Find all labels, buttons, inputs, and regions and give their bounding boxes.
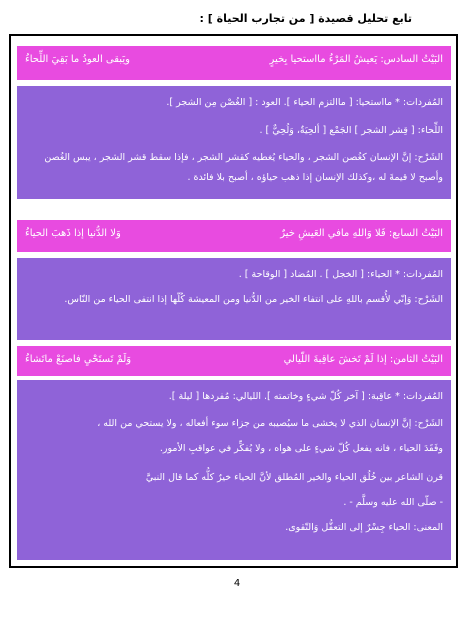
verse-8-meaning-2: وفَقَدَ الحياء ، فانه يفعل كُلّ شيءٍ على هواه ، ولا يُفكِّر في عواقبِ الأمور. [159,443,443,454]
verse-8-summary: المعنى: الحياء جِسْرٌ إلى التعقُّل وَالتّقوى. [285,522,443,533]
verse-7-vocab: المُفردات: * الحياء: [ الخجل ] . المُضاد [ الوقاحة ] . [238,269,443,280]
verse-6-vocab: المُفردات: * مااستحيا: [ ماالتزم الحياء ]. العود : [ الغُصْن مِن الشجر ]. [166,97,443,108]
verse-6-second-hemistich: ويَبقى العودُ ما بَقِيَ اللِّحاءُ [25,54,130,65]
verse-8-meaning-3: قرن الشاعر بين خُلُق الحياء والخير المُطلق لأنَّ الحياء خيرٌ كلُّه كما قال النبيَّ [145,472,443,483]
verse-7-second-hemistich: وَلا الدُّنيا إذا ذَهبَ الحياءُ [25,228,121,239]
verse-8-meaning: الشَرْح: إنَّ الإنسان الذي لا يخشى ما سيُصيبه من جزاء سوء أفعاله ، ولا يستحي من الله ، [97,418,443,429]
verse-6-explanation [17,86,451,199]
verse-7-meaning: الشَرْح: وَإنّي لأُقسم باللهِ على انتفاء الخير من الدُّنيا ومن المعيشة كُلّها إذا انتفى الحياء من النّاس. [64,294,443,305]
verse-6-vocab-2: اللِّحاء: [ قِشر الشجر ] الجَمْع [ ألحِيَةٌ، وَلُحِيٌّ ] . [259,125,443,136]
page-number: 4 [233,578,241,589]
verse-8-explanation [17,380,451,560]
verse-6-header [17,46,451,80]
verse-8-second-hemistich: وَلَمْ تَستَحْيِ فاصنَعْ ماتَشاءُ [25,354,132,365]
verse-8-first-hemistich: البَيْتُ الثامن: إذا لَمْ تَخشَ عاقِبةَ اللّيالي [283,354,443,365]
verse-6-meaning: الشَرْح: إنَّ الإنسان كغُصن الشجر ، والحياء يُغطيه كقشر الشجر ، فإذا سقط قشر الشجر ، يبس الغُصن وأصبح لا قيمةَ له ،وكذلك الإنسان إذا ذهب حياؤه ، أصبح بلا فائدة . [44,152,443,183]
verse-8-header [17,346,451,376]
verse-6-first-hemistich: البَيْتُ السادس: يَعيشُ المَرْءُ مااستحيا بِخيرٍ [269,54,443,65]
verse-8-vocab: المُفردات: * عاقِبة: [ آخر كُلّ شيءٍ وخاتمته ]. الليالي: مُفردها [ ليلة ]. [168,391,443,402]
verse-8-meaning-4: - صلّى الله عليه وسلَّم - . [343,497,443,508]
page-title: تابع تحليل قصيدة [ من تجارب الحياة ] : [199,12,412,25]
verse-7-header [17,220,451,252]
verse-7-explanation [17,258,451,340]
verse-7-first-hemistich: البَيْتُ السابع: فَلا وَاللهِ مافي العَيشِ خيرٌ [280,228,443,239]
